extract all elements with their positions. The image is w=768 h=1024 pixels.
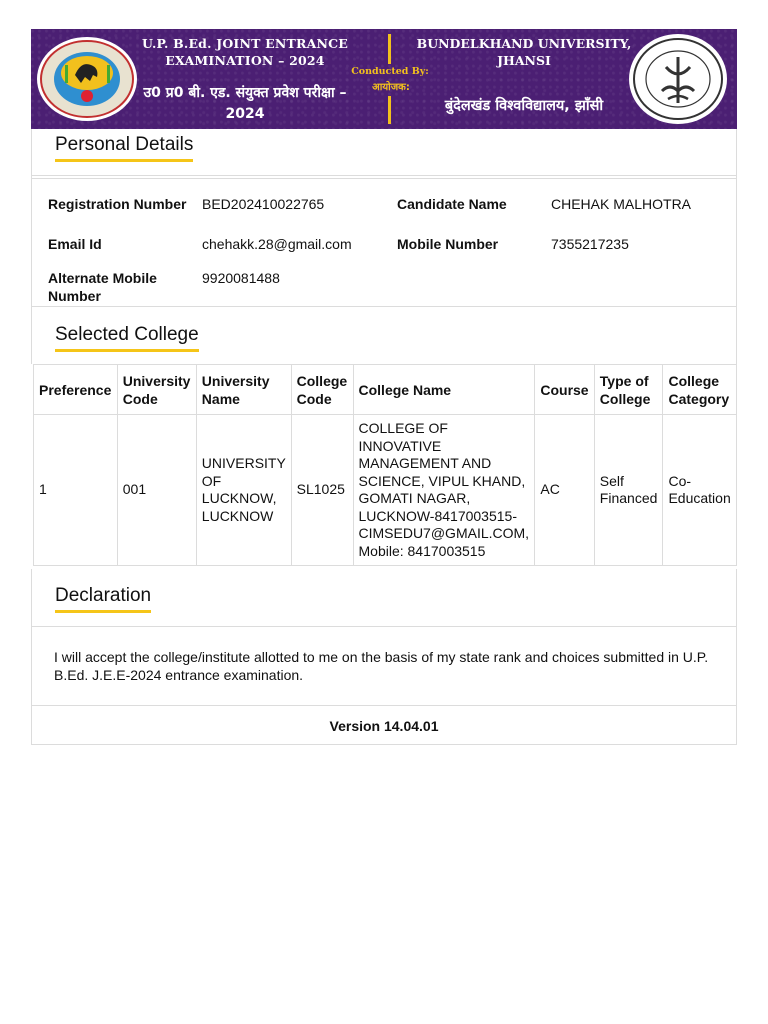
personal-details-title: Personal Details — [55, 132, 193, 162]
personal-details-header — [32, 129, 736, 176]
cell-type: Self Financed — [594, 415, 663, 566]
col-university-name: University Name — [196, 365, 291, 415]
college-table-wrapper — [31, 364, 737, 569]
col-category: College Category — [663, 365, 737, 415]
mobile-label: Mobile Number — [397, 236, 499, 252]
alt-mobile-value: 9920081488 — [202, 270, 280, 286]
college-table — [33, 364, 737, 566]
candidate-name-value: CHEHAK MALHOTRA — [551, 196, 692, 212]
candidate-name-label: Candidate Name — [397, 196, 507, 212]
col-course: Course — [535, 365, 594, 415]
bundelkhand-university-logo — [35, 35, 139, 123]
col-type: Type of College — [594, 365, 663, 415]
page-container — [31, 29, 737, 745]
conducted-by-hindi: आयोजक: — [372, 82, 410, 93]
declaration-text: I will accept the college/institute allotted to me on the basis of my state rank and choices submitted in U.P. B.Ed. J.E.E-2024 entrance examination. — [54, 649, 709, 683]
col-college-code: College Code — [291, 365, 353, 415]
cell-college-name: COLLEGE OF INNOVATIVE MANAGEMENT AND SCIENCE, VIPUL KHAND, GOMATI NAGAR, LUCKNOW-8417003515-CIMSEDU7@GMAIL.COM, Mobile: 8417003515 — [353, 415, 535, 566]
declaration-box — [32, 626, 736, 706]
header-banner — [31, 29, 737, 129]
table-header-row — [34, 365, 737, 415]
declaration-title: Declaration — [55, 583, 151, 613]
exam-title-hindi: उ0 प्र0 बी. एड. संयुक्त प्रवेश परीक्षा – 2024 — [143, 85, 347, 122]
mobile-value: 7355217235 — [551, 236, 629, 252]
declaration-header — [32, 569, 736, 626]
up-government-emblem — [628, 33, 728, 125]
selected-college-header — [32, 307, 736, 364]
cell-college-code: SL1025 — [291, 415, 353, 566]
email-value: chehakk.28@gmail.com — [202, 236, 352, 252]
cell-university-code: 001 — [117, 415, 196, 566]
exam-title-english: U.P. B.Ed. JOINT ENTRANCE EXAMINATION – 2024 — [141, 36, 348, 68]
personal-details-grid — [32, 179, 736, 307]
table-row — [34, 415, 737, 566]
registration-value: BED202410022765 — [202, 196, 325, 212]
email-label: Email Id — [48, 236, 102, 252]
col-preference: Preference — [34, 365, 118, 415]
registration-label: Registration Number — [48, 196, 187, 212]
cell-category: Co-Education — [663, 415, 737, 566]
alt-mobile-label: Alternate Mobile Number — [48, 270, 157, 304]
conducted-by-english: Conducted By: — [351, 66, 429, 77]
cell-university-name: UNIVERSITY OF LUCKNOW, LUCKNOW — [196, 415, 291, 566]
cell-preference: 1 — [34, 415, 118, 566]
cell-course: AC — [535, 415, 594, 566]
university-name-hindi: बुंदेलखंड विश्वविद्यालय, झाँसी — [444, 98, 604, 114]
version-label: Version 14.04.01 — [32, 706, 736, 745]
university-name-english: BUNDELKHAND UNIVERSITY, JHANSI — [416, 36, 632, 68]
col-college-name: College Name — [353, 365, 535, 415]
col-university-code: University Code — [117, 365, 196, 415]
selected-college-title: Selected College — [55, 322, 199, 352]
